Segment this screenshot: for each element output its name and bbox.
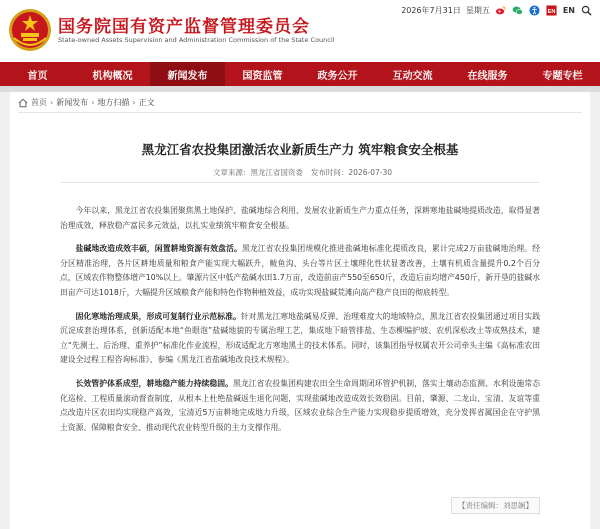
article-meta <box>213 167 392 178</box>
article-date: 发布时间：2026-07-30 <box>310 168 392 177</box>
lang-en-icon[interactable] <box>546 4 558 16</box>
nav-item-online-service[interactable]: 在线服务 <box>467 70 508 82</box>
article-body <box>60 204 540 444</box>
current-date: 2026年7月31日 <box>401 5 461 15</box>
national-emblem-icon[interactable] <box>8 8 52 52</box>
nav-item-interaction[interactable]: 互动交流 <box>392 70 433 82</box>
breadcrumb-separator: › <box>91 98 95 107</box>
weibo-icon[interactable] <box>495 4 507 16</box>
title-divider <box>60 182 540 183</box>
breadcrumb-divider <box>18 112 582 113</box>
article-source: 文章来源：黑龙江省国资委 <box>212 168 303 177</box>
breadcrumb-separator: › <box>50 98 54 107</box>
paragraph-lead: 固化寒地治理成果，形成可复制行业示范标准。 <box>75 311 241 321</box>
site-title-en: State-owned Assets Supervision and Administration Commission of the State Council <box>58 36 335 44</box>
search-icon[interactable] <box>580 4 592 16</box>
breadcrumb-current: 正文 <box>138 98 155 107</box>
current-weekday: 星期五 <box>465 5 490 15</box>
breadcrumb-separator: › <box>132 98 136 107</box>
breadcrumb-home[interactable]: 首页 <box>31 98 47 107</box>
site-title[interactable]: 国务院国有资产监督管理委员会 <box>58 17 310 37</box>
breadcrumb <box>18 97 155 108</box>
responsible-editor: 【责任编辑：刘思娴】 <box>451 497 540 514</box>
nav-item-gov-affairs[interactable]: 政务公开 <box>317 70 358 82</box>
paragraph-lead: 长效管护体系成型，耕地稳产能力持续稳固。 <box>75 378 234 388</box>
breadcrumb-news[interactable]: 新闻发布 <box>56 98 89 107</box>
article-title: 黑龙江省农投集团激活农业新质生产力 筑牢粮食安全根基 <box>141 142 459 157</box>
nav-item-news[interactable]: 新闻发布 <box>150 62 225 86</box>
nav-item-home[interactable]: 首页 <box>27 70 48 82</box>
wechat-icon[interactable] <box>512 4 524 16</box>
home-icon[interactable] <box>18 98 28 108</box>
nav-item-about[interactable]: 机构概况 <box>92 70 133 82</box>
paragraph-lead: 盐碱地改造成效丰硕，闲置耕地资源有效盘活。 <box>75 244 242 254</box>
lang-en-link[interactable]: EN <box>562 5 575 15</box>
svg-text:EN: EN <box>548 8 556 15</box>
accessibility-icon[interactable] <box>529 4 541 16</box>
article-paragraph: 长效管护体系成型，耕地稳产能力持续稳固。黑龙江省农投集团构建农田全生命周期闭环管护机制，落实土壤动态监测、水利设施常态化巡检、工程质量滚动督查制度，从根本上杜绝盐碱返生退化问题，实现盐碱地改造成效长效稳固。目前，肇源、二龙山、宝清、友谊等重点改造片区农田均实现稳产高效，宝清近5万亩耕地完成地力升级，区域农业综合生产能力实现稳步提质增效，充分发挥省属国企在守护黑土资源、保障粮食安全、推动现代农业转型升级的主力支撑作用。 <box>60 378 540 432</box>
main-nav <box>0 62 600 86</box>
article-paragraph: 盐碱地改造成效丰硕，闲置耕地资源有效盘活。黑龙江省农投集团规模化推进盐碱地标准化提质改良，累计完成2万亩盐碱地治理。经分区精准治理，各片区耕地质量和粮食产能实现大幅跃升，鲅鱼沟、头台等片区土壤理化性状显著改善，土壤有机质含量提升0.2个百分点，区域农作物整体增产10%以上。肇源片区中低产盐碱水田1.7万亩，改造前亩产550至650斤，改造后亩均增产450斤，新开垦的盐碱水田亩产可达1018斤，大幅提升区域粮食产能和特色作物种植效益，成功实现盐碱荒滩向高产稳产良田的彻底转型。 <box>60 244 540 297</box>
nav-item-supervision[interactable]: 国资监管 <box>242 70 283 82</box>
site-header <box>0 0 600 62</box>
article-paragraph: 今年以来，黑龙江省农投集团聚焦黑土地保护、盐碱地综合利用、发展农业新质生产力重点任务，深耕寒地盐碱地提质改造，取得显著治理成效，释放稳产富民多元效益，以扎实业绩筑牢粮食安全根基。 <box>60 206 540 230</box>
top-utility-bar <box>401 4 592 16</box>
nav-item-special-topics[interactable]: 专题专栏 <box>542 70 583 82</box>
breadcrumb-local[interactable]: 地方扫描 <box>97 98 130 107</box>
article-panel <box>10 92 590 529</box>
article-paragraph: 固化寒地治理成果，形成可复制行业示范标准。针对黑龙江寒地盐碱易反弹、治理难度大的地域特点，黑龙江省农投集团通过项目实践沉淀成套治理体系，创新适配本地“鱼眼泡”盐碱地貌的专属治理工艺，集成地下暗管排盐、生态柳编护坡、农机深松改土等成熟技术，建立“先测土、后治理、重养护”标准化作业流程，形成适配北方寒地黑土的技术体系。同时，该集团指导权属农开公司牵头主编《高标准农田建设全过程工程咨询标准》、参编《黑龙江省盐碱地改良技术规程》。 <box>60 311 540 365</box>
